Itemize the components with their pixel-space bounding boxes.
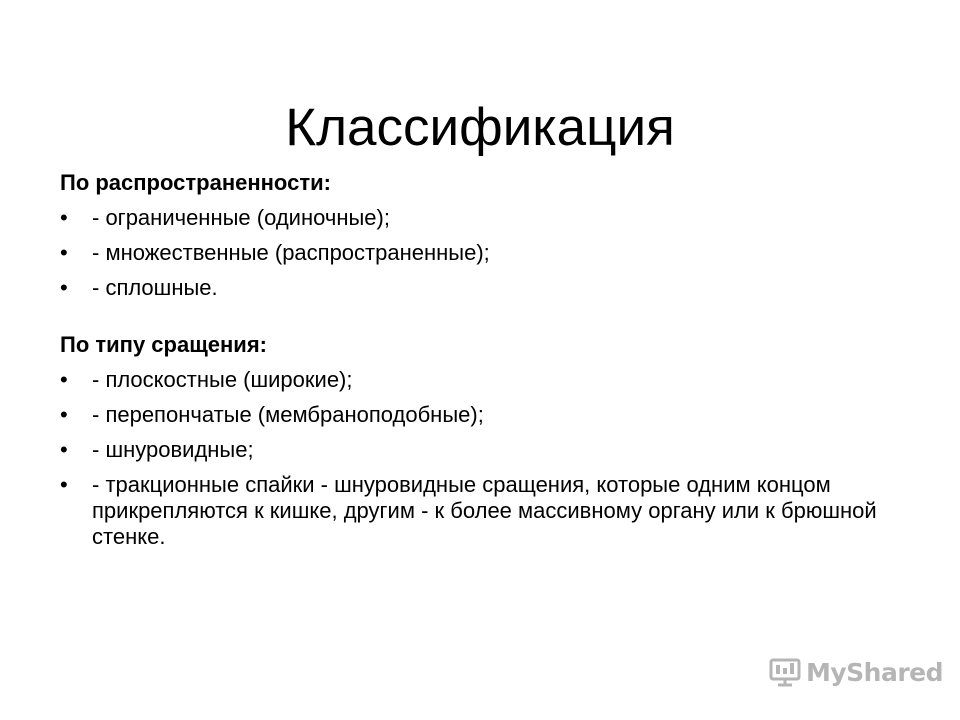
section-heading-prevalence: По распространенности:	[60, 170, 331, 195]
list-item	[60, 275, 920, 301]
bullet-icon: •	[60, 472, 68, 497]
watermark-logo	[768, 655, 943, 689]
presentation-screen-icon	[768, 656, 802, 688]
list-item	[60, 437, 920, 463]
bullet-icon: •	[60, 240, 68, 265]
bullet-list-prevalence	[60, 205, 920, 301]
list-item-text: - тракционные спайки - шнуровидные сращения, которые одним концом прикрепляются к кишке, другим - к более массивному органу или к брюшной стенке.	[92, 472, 877, 549]
list-item-text: - плоскостные (широкие);	[92, 367, 353, 392]
list-item	[60, 472, 920, 550]
bullet-icon: •	[60, 205, 68, 230]
list-item-text: - шнуровидные;	[92, 437, 254, 462]
list-item	[60, 402, 920, 428]
bullet-icon: •	[60, 402, 68, 427]
bullet-icon: •	[60, 367, 68, 392]
slide-title: Классификация	[285, 97, 675, 157]
list-item-text: - сплошные.	[92, 275, 218, 300]
list-item	[60, 367, 920, 393]
list-item	[60, 240, 920, 266]
slide-body	[60, 170, 920, 559]
bullet-icon: •	[60, 275, 68, 300]
watermark-text: MyShared	[806, 657, 944, 687]
list-item	[60, 205, 920, 231]
section-heading-fusion-type: По типу сращения:	[60, 332, 267, 357]
bullet-list-fusion-type	[60, 367, 920, 550]
list-item-text: - перепончатые (мембраноподобные);	[92, 402, 484, 427]
list-item-text: - множественные (распространенные);	[92, 240, 490, 265]
list-item-text: - ограниченные (одиночные);	[92, 205, 390, 230]
bullet-icon: •	[60, 437, 68, 462]
